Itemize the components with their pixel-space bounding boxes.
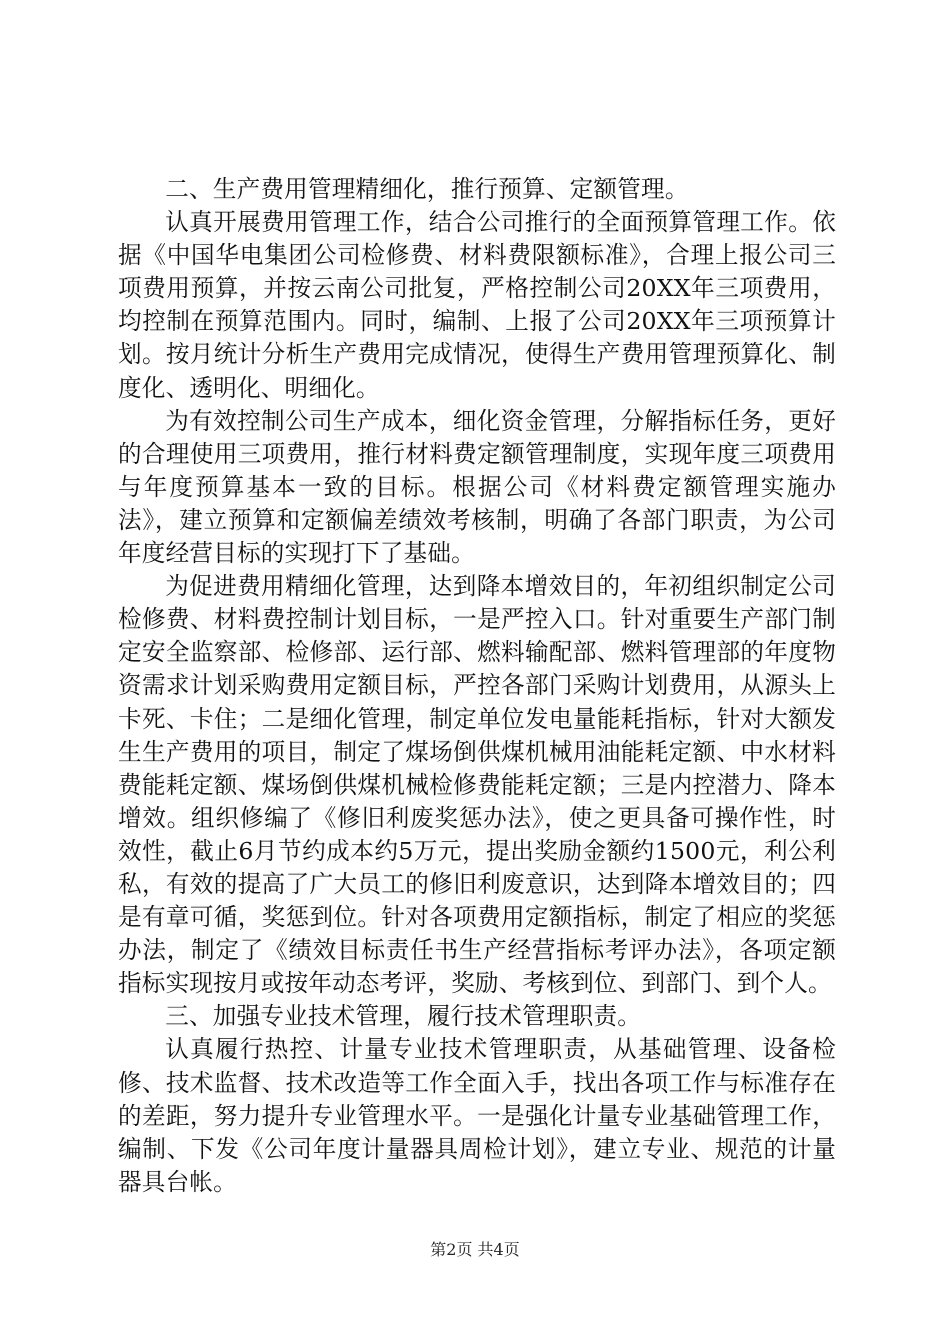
document-body xyxy=(118,173,836,1199)
page-footer: 第2页 共4页 xyxy=(430,1240,520,1259)
section-heading-2: 二、生产费用管理精细化，推行预算、定额管理。 xyxy=(165,175,689,203)
paragraph-refined-management: 为促进费用精细化管理，达到降本增效目的，年初组织制定公司检修费、材料费控制计划目标，一是严控入口。针对重要生产部门制定安全监察部、检修部、运行部、燃料输配部、燃料管理部的年度物资需求计划采购费用定额目标，严控各部门采购计划费用，从源头上卡死、卡住；二是细化管理，制定单位发电量能耗指标，针对大额发生生产费用的项目，制定了煤场倒供煤机械用油能耗定额、中水材料费能耗定额、煤场倒供煤机械检修费能耗定额；三是内控潜力、降本增效。组织修编了《修旧利废奖惩办法》，使之更具备可操作性，时效性，截止6月节约成本约5万元，提出奖励金额约1500元，利公利私，有效的提高了广大员工的修旧利废意识，达到降本增效目的；四是有章可循，奖惩到位。针对各项费用定额指标，制定了相应的奖惩办法，制定了《绩效目标责任书生产经营指标考评办法》，各项定额指标实现按月或按年动态考评，奖励、考核到位、到部门、到个人。 xyxy=(118,572,836,998)
section-heading-3: 三、加强专业技术管理，履行技术管理职责。 xyxy=(165,1002,642,1031)
paragraph-cost-control: 为有效控制公司生产成本，细化资金管理，分解指标任务，更好的合理使用三项费用，推行材料费定额管理制度，实现年度三项费用与年度预算基本一致的目标。根据公司《材料费定额管理实施办法》，建立预算和定额偏差绩效考核制，明确了各部门职责，为公司年度经营目标的实现打下了基础。 xyxy=(118,406,836,568)
paragraph-budget-management: 认真开展费用管理工作，结合公司推行的全面预算管理工作。依据《中国华电集团公司检修费、材料费限额标准》，合理上报公司三项费用预算，并按云南公司批复，严格控制公司20XX年三项费用，均控制在预算范围内。同时，编制、上报了公司20XX年三项预算计划。按月统计分析生产费用完成情况，使得生产费用管理预算化、制度化、透明化、明细化。 xyxy=(118,208,836,402)
paragraph-technical-management: 认真履行热控、计量专业技术管理职责，从基础管理、设备检修、技术监督、技术改造等工作全面入手，找出各项工作与标准存在的差距，努力提升专业管理水平。一是强化计量专业基础管理工作，编制、下发《公司年度计量器具周检计划》，建立专业、规范的计量器具台帐。 xyxy=(118,1035,836,1196)
